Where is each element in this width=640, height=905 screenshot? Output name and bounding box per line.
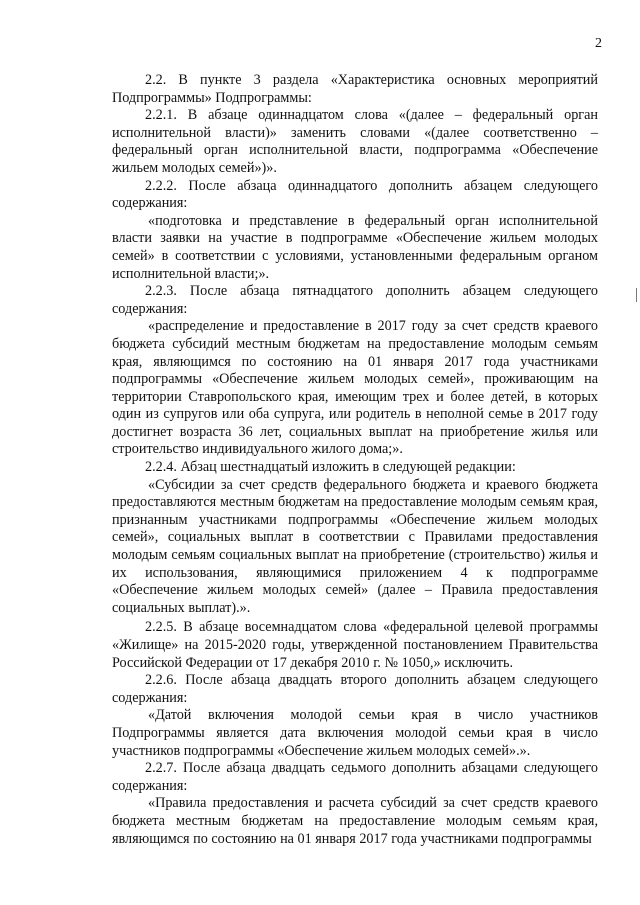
quote-paragraph: «Субсидии за счет средств федерального бюджета и краевого бюджета предоставляются местным бюджетам на предоставление молодым семьям края, признанным участниками подпрограммы «Обеспечение жильем молодых семей», социальных выплат в соответствии с Правилами предоставления молодым семьям социальных выплат на приобретение (строительство) жилья и их использования, являющимися приложением 4 к подпрограмме «Обеспечение жильем молодых семей» (далее – Правила предоставления социальных выплат).». xyxy=(112,476,598,616)
paragraph-2-2-3: 2.2.3. После абзаца пятнадцатого дополнить абзацем следующего содержания: xyxy=(112,283,598,317)
paragraph-2-2-1: 2.2.1. В абзаце одиннадцатом слова «(далее – федеральный орган исполнительной власти)» заменить словами «(далее соответственно – федеральный орган исполнительной власти, подпрограмма «Обеспечение жильем молодых семей»)». xyxy=(112,107,598,176)
quote-paragraph: «подготовка и представление в федеральный орган исполнительной власти заявки на участие в подпрограмме «Обеспечение жильем молодых семей» в соответствии с условиями, установленными федеральным органом исполнительной власти;». xyxy=(112,212,598,282)
paragraph-2-2: 2.2. В пункте 3 раздела «Характеристика основных мероприятий Подпрограммы» Подпрограммы: xyxy=(112,72,598,106)
paragraph-2-2-2: 2.2.2. После абзаца одиннадцатого дополнить абзацем следующего содержания: xyxy=(112,177,598,212)
quote-paragraph: «Правила предоставления и расчета субсидий за счет средств краевого бюджета местным бюджетам на предоставление молодым семьям края, являющимся по состоянию на 01 января 2017 года участниками подпрограммы xyxy=(112,795,598,847)
paragraph-2-2-4: 2.2.4. Абзац шестнадцатый изложить в следующей редакции: xyxy=(145,459,516,476)
quote-paragraph: «Датой включения молодой семьи края в число участников Подпрограммы является дата включения молодой семьи края в число участников подпрограммы «Обеспечение жильем молодых семей».». xyxy=(112,707,598,759)
document-body xyxy=(112,72,598,848)
page-number: 2 xyxy=(595,36,602,51)
paragraph-2-2-6: 2.2.6. После абзаца двадцать второго дополнить абзацем следующего содержания: xyxy=(112,672,598,706)
quote-paragraph: «распределение и предоставление в 2017 году за счет средств краевого бюджета субсидий местным бюджетам на предоставление молодым семьям края, являющимся по состоянию на 01 января 2017 года участниками подпрограммы «Обеспечение жильем молодых семей», проживающим на территории Ставропольского края, имеющим трех и более детей, в которых один из супругов или оба супруга, или родитель в неполной семье в 2017 году достигнет возраста 36 лет, социальных выплат на приобретение жилья или строительство индивидуального жилого дома;». xyxy=(112,318,598,458)
scan-edge-mark xyxy=(636,288,637,302)
paragraph-2-2-7: 2.2.7. После абзаца двадцать седьмого дополнить абзацами следующего содержания: xyxy=(112,760,598,794)
paragraph-2-2-5: 2.2.5. В абзаце восемнадцатом слова «федеральной целевой программы «Жилище» на 2015-2020 годы, утвержденной постановлением Правительства Российской Федерации от 17 декабря 2010 г. № 1050,» исключить. xyxy=(112,619,598,671)
